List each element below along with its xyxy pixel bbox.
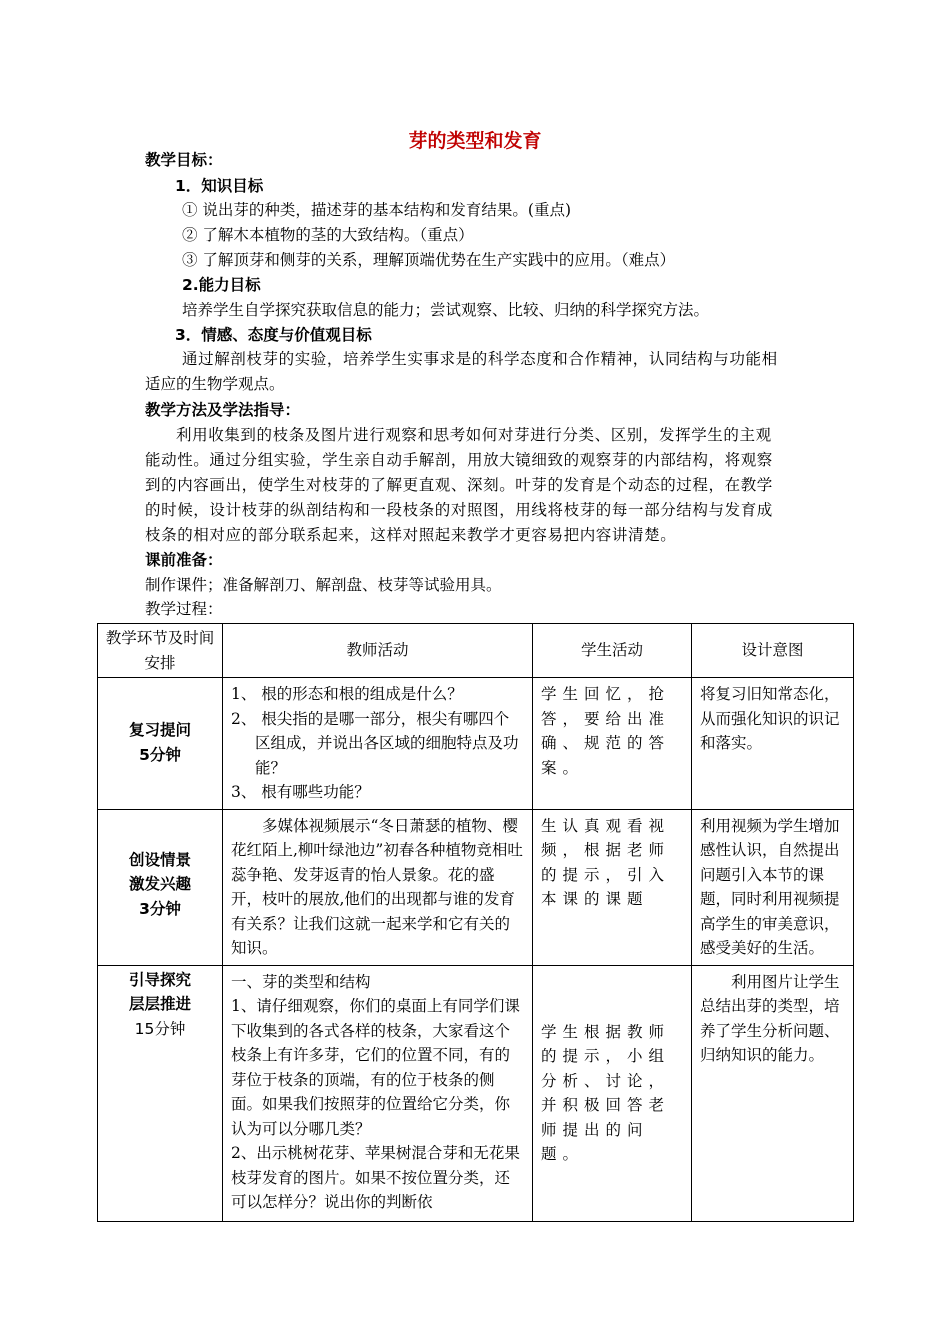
knowledge-item-3: ③ 了解顶芽和侧芽的关系，理解顶端优势在生产实践中的应用。（难点）	[182, 251, 676, 269]
table-row	[98, 678, 854, 810]
teacher-item: 2、出示桃树花芽、苹果树混合芽和无花果枝芽发育的图片。如果不按位置分类，还可以怎样分？说出你的判断依	[231, 1144, 520, 1211]
stage-cell	[98, 678, 223, 810]
knowledge-item-1: ① 说出芽的种类，描述芽的基本结构和发育结果。(重点)	[182, 201, 572, 219]
teacher-item: 1、请仔细观察，你们的桌面上有同学们课下收集到的各式各样的枝条，大家看这个枝条上有许多芽，它们的位置不同，有的芽位于枝条的顶端，有的位于枝条的侧面。如果我们按照芽的位置给它分类，你认为可以分哪几类？	[231, 997, 520, 1138]
method-line-3: 到的内容画出，使学生对枝芽的了解更直观、深刻。叶芽的发育是个动态的过程，在教学	[145, 476, 773, 494]
header-intent: 设计意图	[692, 624, 854, 678]
method-line-4: 的时候，设计枝芽的纵剖结构和一段枝条的对照图，用线将枝芽的每一部分结构与发育成	[145, 501, 773, 519]
table-header-row	[98, 624, 854, 678]
objectives-heading: 教学目标：	[145, 151, 223, 169]
process-heading: 教学过程：	[145, 600, 223, 618]
stage-name: 复习提问	[128, 721, 191, 739]
emotion-heading: 3．情感、态度与价值观目标	[175, 326, 372, 344]
knowledge-heading: 1．知识目标	[175, 177, 264, 195]
intent-cell: 将复习旧知常态化，从而强化知识的识记和落实。	[692, 678, 854, 810]
table-row	[98, 965, 854, 1221]
teaching-process-table	[97, 623, 854, 1222]
table-row	[98, 809, 854, 965]
method-line-2: 能动性。通过分组实验，学生亲自动手解剖，用放大镜细致的观察芽的内部结构，将观察	[145, 451, 773, 469]
intent-cell: 利用图片让学生总结出芽的类型，培养了学生分析问题、归纳知识的能力。	[692, 965, 854, 1221]
student-cell: 学生根据教师的提示，小组分析、讨论，并积极回答老师提出的问题。	[533, 965, 692, 1221]
stage-time: 5分钟	[139, 745, 181, 764]
teacher-cell	[223, 678, 533, 810]
ability-text: 培养学生自学探究获取信息的能力；尝试观察、比较、归纳的科学探究方法。	[182, 301, 710, 319]
student-cell: 学生回忆，抢答，要给出准确、规范的答案。	[533, 678, 692, 810]
stage-cell	[98, 809, 223, 965]
stage-time: 3分钟	[139, 899, 181, 918]
teacher-cell	[223, 965, 533, 1221]
header-teacher: 教师活动	[223, 624, 533, 678]
method-line-1: 利用收集到的枝条及图片进行观察和思考如何对芽进行分类、区别，发挥学生的主观	[176, 426, 772, 444]
teacher-item: 3、 根有哪些功能？	[231, 783, 370, 801]
emotion-text-line-1: 通过解剖枝芽的实验，培养学生实事求是的科学态度和合作精神，认同结构与功能相	[182, 350, 778, 368]
knowledge-item-2: ② 了解木本植物的茎的大致结构。（重点）	[182, 226, 474, 244]
method-line-5: 枝条的相对应的部分联系起来，这样对照起来教学才更容易把内容讲清楚。	[145, 526, 677, 544]
stage-cell	[98, 965, 223, 1221]
stage-name: 层层推进	[128, 995, 191, 1013]
header-stage: 教学环节及时间安排	[98, 624, 223, 678]
stage-name: 激发兴趣	[128, 875, 191, 893]
teacher-cell: 多媒体视频展示“冬日萧瑟的植物、樱花红陌上,柳叶绿池边”初春各种植物竞相吐蕊争艳、发芽返青的怡人景象。花的盛开，枝叶的展放,他们的出现都与谁的发育有关系？让我们这就一起来学和它有关的知识。	[223, 809, 533, 965]
stage-time: 15分钟	[134, 1019, 186, 1038]
prep-heading: 课前准备：	[145, 551, 223, 569]
teacher-item: 2、 根尖指的是哪一部分，根尖有哪四个区组成，并说出各区域的细胞特点及功能？	[231, 709, 519, 777]
teacher-item: 一、芽的类型和结构	[231, 972, 371, 991]
intent-cell: 利用视频为学生增加感性认识，自然提出问题引入本节的课题，同时利用视频提高学生的审美意识，感受美好的生活。	[692, 809, 854, 965]
emotion-text-line-2: 适应的生物学观点。	[145, 375, 285, 393]
prep-text: 制作课件；准备解剖刀、解剖盘、枝芽等试验用具。	[145, 576, 502, 594]
stage-name: 引导探究	[128, 970, 191, 989]
student-cell: 生认真观看视频，根据老师的提示，引入本课的课题	[533, 809, 692, 965]
stage-name: 创设情景	[128, 850, 191, 869]
teacher-item: 1、 根的形态和根的组成是什么？	[231, 685, 463, 703]
page-title: 芽的类型和发育	[408, 130, 542, 152]
header-student: 学生活动	[533, 624, 692, 678]
ability-heading: 2.能力目标	[182, 276, 261, 294]
method-heading: 教学方法及学法指导：	[145, 401, 301, 419]
